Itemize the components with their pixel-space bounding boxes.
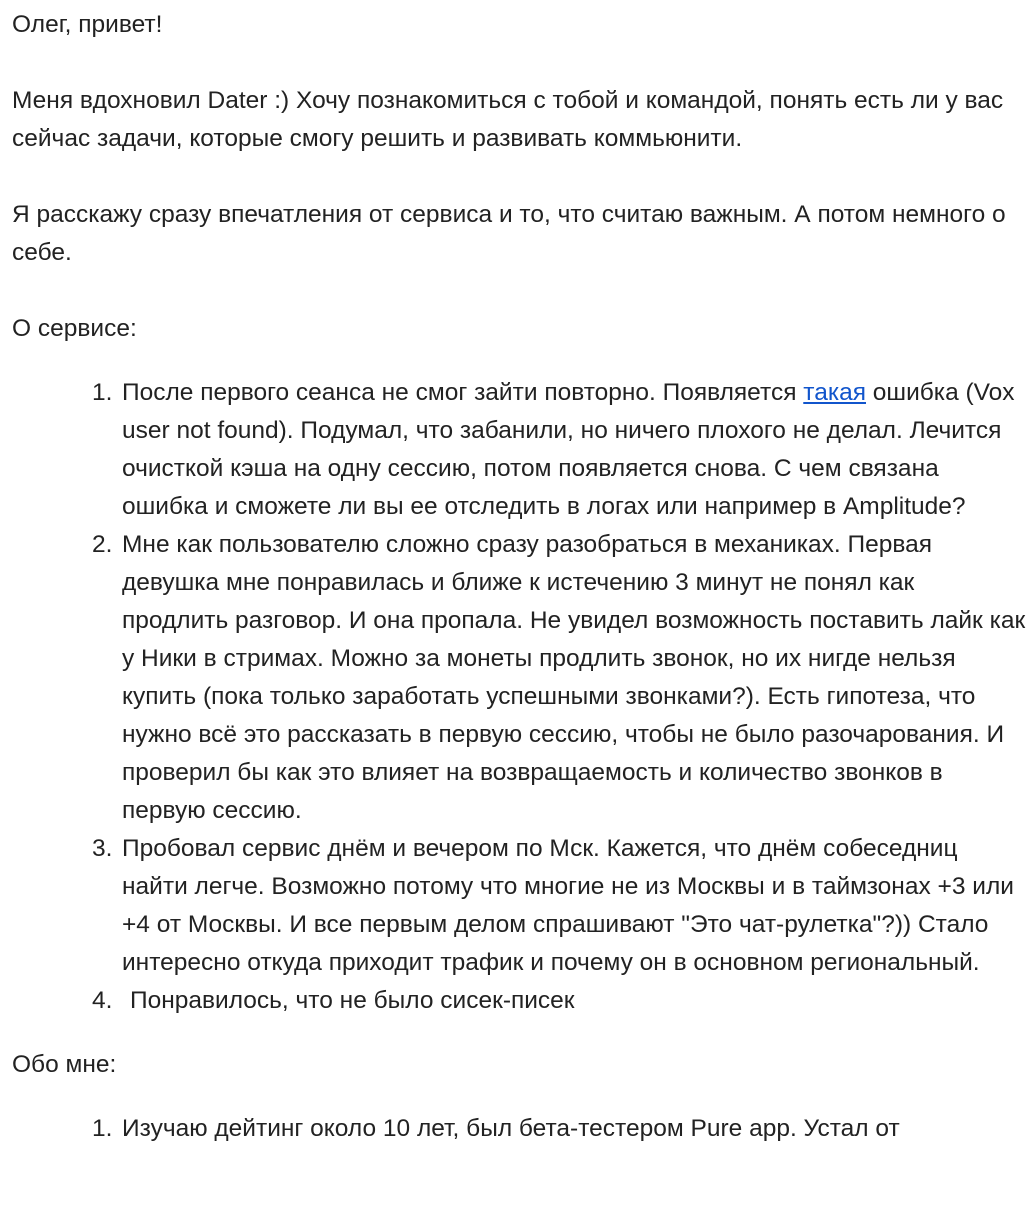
intro-paragraph: Меня вдохновил Dater :) Хочу познакомиться с тобой и командой, понять есть ли у вас сейчас задачи, которые смогу решить и развивать коммьюнити. <box>12 87 1004 152</box>
greeting: Олег, привет! <box>12 11 163 38</box>
service-list <box>12 348 1027 1046</box>
list-item-text: ошибка (Vox user not found). Подумал, что забанили, но ничего плохого не делал. Лечится очисткой кэша на одну сессию, потом появляется снова. С чем связана ошибка и сможете ли вы ее отследить в логах или например в Amplitude? <box>122 379 1015 520</box>
about-heading: Обо мне: <box>12 1051 117 1078</box>
spacer <box>12 158 1027 196</box>
spacer <box>12 44 1027 82</box>
list-item-text: После первого сеанса не смог зайти повторно. Появляется <box>122 379 804 406</box>
list-item-number: 2. <box>92 531 113 558</box>
list-item <box>12 526 1027 830</box>
spacer <box>12 272 1027 310</box>
list-item <box>12 1110 1027 1148</box>
plan-paragraph: Я расскажу сразу впечатления от сервиса и то, что считаю важным. А потом немного о себе. <box>12 201 1006 266</box>
list-item-text: Пробовал сервис днём и вечером по Мск. Кажется, что днём собеседниц найти легче. Возможно потому что многие не из Москвы и в таймзонах +3 или +4 от Москвы. И все первым делом спрашивают "Это чат-рулетка"?)) Стало интересно откуда приходит трафик и почему он в основном региональный. <box>122 835 1014 976</box>
list-item <box>12 830 1027 982</box>
list-item-number: 1. <box>92 379 113 406</box>
list-item-number: 1. <box>92 1115 113 1142</box>
list-item-text: Понравилось, что не было сисек-писек <box>130 987 575 1014</box>
list-item <box>12 374 1027 526</box>
error-link[interactable]: такая <box>803 379 866 406</box>
about-list <box>12 1084 1027 1174</box>
service-heading: О сервисе: <box>12 315 137 342</box>
list-item-text: Мне как пользователю сложно сразу разобраться в механиках. Первая девушка мне понравилась и ближе к истечению 3 минут не понял как продлить разговор. И она пропала. Не увидел возможность поставить лайк как у Ники в стримах. Можно за монеты продлить звонок, но их нигде нельзя купить (пока только заработать успешными звонками?). Есть гипотеза, что нужно всё это рассказать в первую сессию, чтобы не было разочарования. И проверил бы как это влияет на возвращаемость и количество звонков в первую сессию. <box>122 531 1026 824</box>
list-item <box>12 982 1027 1020</box>
list-item-text: Изучаю дейтинг около 10 лет, был бета-тестером Pure app. Устал от <box>122 1115 900 1142</box>
list-item-number: 3. <box>92 835 113 862</box>
list-item-number: 4. <box>92 987 113 1014</box>
email-body <box>12 6 1027 1174</box>
